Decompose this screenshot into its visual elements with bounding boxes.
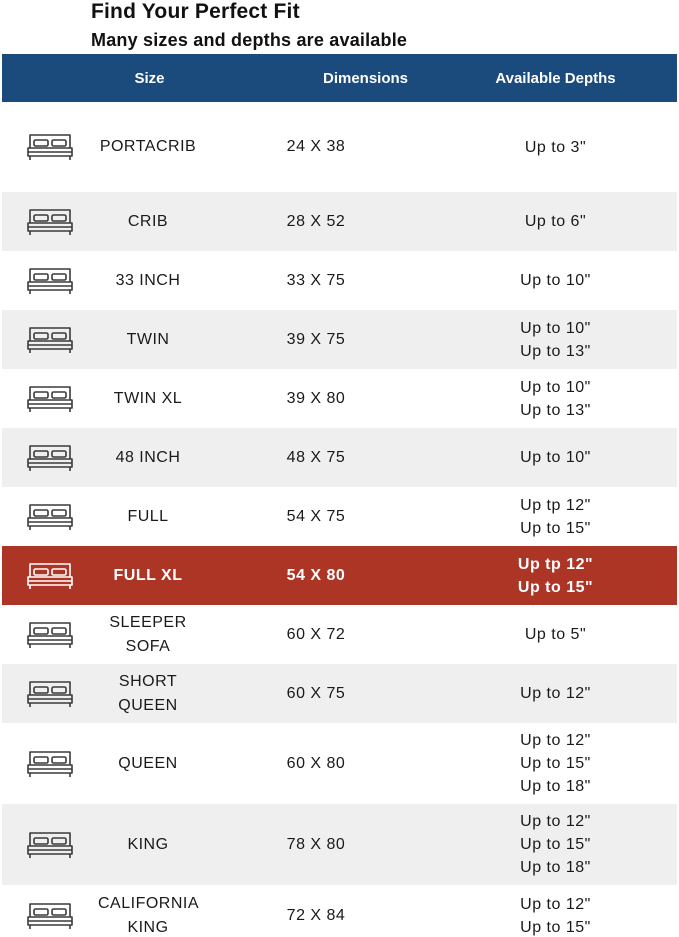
dimensions-value: 54 X 80 — [286, 566, 346, 584]
size-table — [2, 54, 677, 937]
bed-icon — [2, 443, 98, 473]
size-name-part: TWIN — [126, 330, 170, 348]
bed-icon — [2, 132, 98, 162]
size-name-part: 33 INCH — [115, 271, 181, 289]
depths-list — [434, 494, 677, 540]
table-row — [2, 605, 677, 664]
depth-value: Up to 10" — [520, 272, 591, 289]
depth-value: Up to 5" — [524, 626, 587, 643]
table-header — [2, 54, 677, 102]
depths-list — [434, 210, 677, 233]
depths-list — [434, 893, 677, 937]
depths-list — [434, 729, 677, 798]
depth-value: Up to 10" — [520, 378, 591, 396]
dimensions-value: 60 X 80 — [286, 754, 346, 772]
depth-value: Up to 15" — [520, 755, 591, 772]
depths-list — [434, 682, 677, 705]
size-name-part: KING — [127, 918, 169, 936]
dimensions-value: 39 X 80 — [286, 389, 346, 407]
bed-icon — [2, 830, 98, 860]
depth-value: Up tp 12" — [520, 496, 591, 514]
table-body — [2, 102, 677, 937]
size-name — [98, 564, 198, 588]
size-name — [98, 269, 198, 293]
table-row — [2, 251, 677, 310]
size-name-part: FULL XL — [113, 566, 183, 584]
depths-list — [434, 136, 677, 159]
bed-icon — [2, 325, 98, 355]
size-name — [98, 446, 198, 470]
bed-icon — [2, 266, 98, 296]
table-row — [2, 310, 677, 369]
table-row — [2, 487, 677, 546]
depth-value: Up to 10" — [520, 319, 591, 337]
depth-value: Up to 13" — [520, 401, 591, 419]
dimensions-value: 60 X 72 — [286, 625, 346, 643]
dimensions-value: 33 X 75 — [286, 271, 346, 289]
depth-value: Up to 18" — [520, 778, 591, 795]
dimensions-value: 60 X 75 — [286, 684, 346, 702]
table-row — [2, 546, 677, 605]
table-row — [2, 664, 677, 723]
depth-value: Up to 12" — [520, 732, 591, 749]
bed-icon — [2, 384, 98, 414]
dimensions-value: 54 X 75 — [286, 507, 346, 525]
table-row — [2, 428, 677, 487]
depths-list — [434, 317, 677, 363]
size-name — [98, 505, 198, 529]
depths-list — [434, 446, 677, 469]
size-name — [98, 611, 198, 659]
bed-icon — [2, 502, 98, 532]
bed-icon — [2, 749, 98, 779]
size-name-part: 48 INCH — [115, 448, 181, 466]
size-name — [98, 387, 198, 411]
depth-value: Up tp 12" — [517, 555, 594, 573]
size-name-part: CRIB — [127, 212, 169, 230]
depth-value: Up to 12" — [520, 813, 591, 830]
depth-value: Up to 15" — [520, 519, 591, 537]
depth-value: Up to 15" — [517, 578, 594, 596]
dimensions-value: 48 X 75 — [286, 448, 346, 466]
page-subtitle: Many sizes and depths are available — [91, 30, 408, 50]
size-name-part: CALIFORNIA — [98, 894, 200, 912]
depths-list — [434, 376, 677, 422]
size-name — [98, 135, 198, 159]
dimensions-value: 78 X 80 — [286, 835, 346, 853]
depth-value: Up to 15" — [520, 918, 591, 936]
depth-value: Up to 6" — [524, 213, 587, 230]
size-name — [98, 328, 198, 352]
size-name-part: SLEEPER SOFA — [109, 613, 187, 655]
size-name — [98, 892, 198, 937]
size-name — [98, 210, 198, 234]
depth-value: Up to 12" — [520, 685, 591, 702]
size-name-part: KING — [127, 835, 169, 853]
dimensions-value: 39 X 75 — [286, 330, 346, 348]
depths-list — [434, 810, 677, 879]
size-name — [98, 752, 198, 776]
depth-value: Up to 12" — [520, 895, 591, 913]
dimensions-value: 28 X 52 — [286, 212, 346, 230]
depths-list — [434, 553, 677, 599]
dimensions-value: 24 X 38 — [286, 138, 346, 155]
size-name-part: PORTACRIB — [99, 138, 197, 155]
table-row — [2, 885, 677, 937]
table-row — [2, 192, 677, 251]
size-name-part: FULL — [127, 507, 169, 525]
bed-icon — [2, 901, 98, 931]
depths-list — [434, 623, 677, 646]
bed-icon — [2, 679, 98, 709]
header-dimensions: Dimensions — [322, 69, 409, 87]
header-size: Size — [134, 69, 165, 87]
depth-value: Up to 15" — [520, 836, 591, 853]
depth-value: Up to 3" — [524, 138, 587, 156]
depths-list — [434, 269, 677, 292]
dimensions-value: 72 X 84 — [286, 906, 346, 924]
table-row — [2, 804, 677, 885]
page-title: Find Your Perfect Fit — [91, 0, 300, 23]
size-name-part: SHORT QUEEN — [118, 672, 178, 714]
table-row — [2, 723, 677, 804]
size-name — [98, 833, 198, 857]
size-name-part: QUEEN — [118, 754, 178, 772]
bed-icon — [2, 207, 98, 237]
size-name — [98, 670, 198, 718]
table-row — [2, 369, 677, 428]
table-row — [2, 102, 677, 192]
size-name-part: TWIN XL — [113, 389, 183, 407]
depth-value: Up to 13" — [520, 342, 591, 360]
bed-icon — [2, 561, 98, 591]
depth-value: Up to 10" — [520, 449, 591, 466]
bed-icon — [2, 620, 98, 650]
depth-value: Up to 18" — [520, 859, 591, 876]
header-depths: Available Depths — [495, 69, 616, 87]
